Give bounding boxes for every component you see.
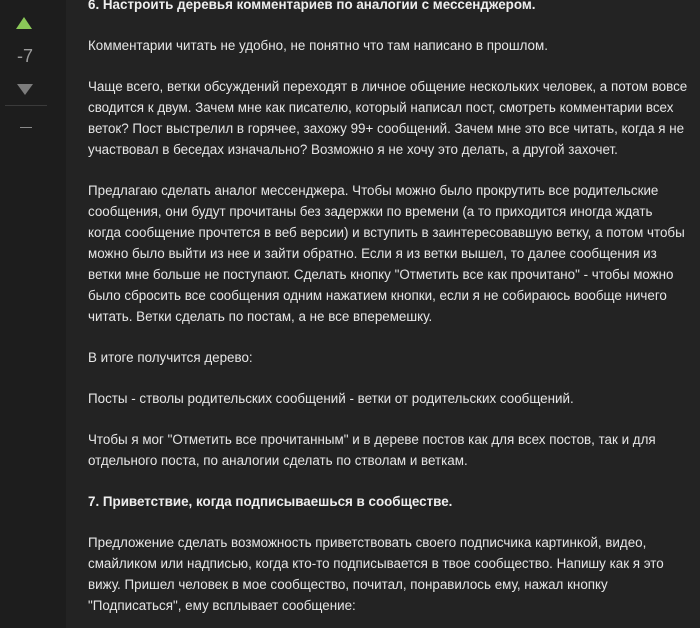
paragraph-branches: Чаще всего, ветки обсуждений переходят в личное общение нескольких человек, а потом вовсе сводится к двум. Зачем мне как писателю, который написал пост, смотреть комментарии всех веток? Пост выстрелил в горячее, захожу 99+ сообщений. Зачем мне это все читать, когда я не участвовал в беседах изначально? Возможно я не хочу это делать, а другой захочет. — [88, 79, 688, 157]
paragraph-messenger-proposal: Предлагаю сделать аналог мессенджера. Чтобы можно было прокрутить все родительские сообщения, они будут прочитаны без задержки по времени (а то приходится иногда ждать когда сообщение прочтется в веб версии) и вступить в заинтересовавшую ветку, а потом чтобы можно было выйти из нее и зайти обратно. Если я из ветки вышел, то далее сообщения из ветки мне больше не поступают. Сделать кнопку "Отметить все как прочитано" - чтобы можно было сбросить все сообщения одним нажатием кнопки, если я не собираюсь вообще ничего читать. Ветки сделать по постам, а не все вперемешку. — [88, 183, 685, 324]
vote-score: -7 — [16, 46, 33, 66]
paragraph-mark-read: Чтобы я мог "Отметить все прочитанным" и в дереве постов как для всех постов, так и для отдельного поста, по аналогии сделать по стволам и веткам. — [88, 432, 656, 468]
section-7-heading: 7. Приветствие, когда подписываешься в сообществе. — [88, 494, 453, 509]
post-content — [66, 0, 700, 628]
upvote-triangle-icon[interactable] — [16, 17, 32, 29]
downvote-triangle-icon[interactable] — [17, 84, 33, 95]
post-article — [88, 0, 688, 628]
section-6-heading: 6. Настроить деревья комментариев по аналогии с мессенджером. — [88, 0, 536, 12]
paragraph-tree-intro: В итоге получится дерево: — [88, 350, 253, 365]
collapse-minus-icon[interactable] — [6, 116, 44, 138]
paragraph-comments-hard: Комментарии читать не удобно, не понятно что там написано в прошлом. — [88, 38, 548, 53]
vote-rail — [0, 0, 50, 628]
paragraph-tree-structure: Посты - стволы родительских сообщений - ветки от родительских сообщений. — [88, 391, 574, 406]
paragraph-greeting-proposal: Предложение сделать возможность приветствовать своего подписчика картинкой, видео, смайликом или надписью, когда кто-то подписывается в твое сообщество. Напишу как я это вижу. Пришел человек в мое сообщество, почитал, понравилось ему, нажал кнопку "Подписаться", ему всплывает сообщение: — [88, 535, 664, 613]
rail-divider — [5, 105, 47, 106]
